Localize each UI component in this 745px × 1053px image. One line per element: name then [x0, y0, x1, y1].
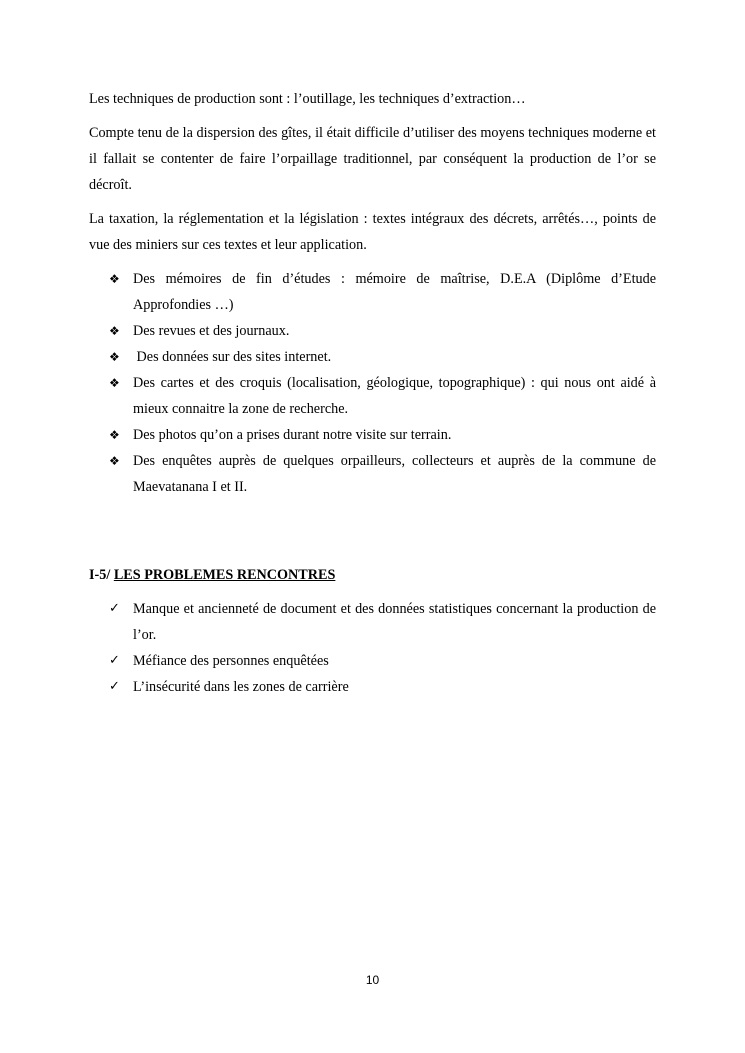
section-spacer	[89, 500, 656, 562]
list-item	[89, 318, 656, 344]
section-title: LES PROBLEMES RENCONTRES	[113, 567, 336, 583]
diamond-bullet-icon: ❖	[109, 324, 120, 338]
list-item	[89, 648, 656, 674]
list-item	[89, 344, 656, 370]
section-number: I-5/	[89, 567, 114, 583]
diamond-bullet-icon: ❖	[109, 350, 120, 364]
diamond-bullet-icon: ❖	[109, 272, 120, 286]
list-item	[89, 596, 656, 648]
list-item-text: Des photos qu’on a prises durant notre visite sur terrain.	[133, 427, 452, 443]
checkmark-bullet-icon: ✓	[109, 601, 120, 616]
list-item	[89, 266, 656, 318]
list-item-text: Méfiance des personnes enquêtées	[133, 653, 329, 669]
paragraph-production-techniques: Les techniques de production sont : l’outillage, les techniques d’extraction…	[89, 91, 526, 107]
list-item	[89, 422, 656, 448]
list-item-text: Des enquêtes auprès de quelques orpailleurs, collecteurs et auprès de la commune de Maevatanana I et II.	[133, 453, 656, 495]
diamond-bullet-icon: ❖	[109, 428, 120, 442]
list-item-text: Manque et ancienneté de document et des données statistiques concernant la production de l’or.	[133, 601, 656, 643]
section-heading	[89, 562, 656, 588]
paragraph-dispersion: Compte tenu de la dispersion des gîtes, il était difficile d’utiliser des moyens techniques moderne et il fallait se contenter de faire l’orpaillage traditionnel, par conséquent la production de l’or se décroît.	[89, 125, 656, 193]
problems-list	[89, 596, 656, 700]
checkmark-bullet-icon: ✓	[109, 679, 120, 694]
list-item-text: Des mémoires de fin d’études : mémoire de maîtrise, D.E.A (Diplôme d’Etude Approfondies …)	[133, 271, 656, 313]
list-item-text: Des cartes et des croquis (localisation, géologique, topographique) : qui nous ont aidé à mieux connaitre la zone de recherche.	[133, 375, 656, 417]
list-item	[89, 370, 656, 422]
list-item	[89, 448, 656, 500]
list-item-text: Des revues et des journaux.	[133, 323, 290, 339]
page-content	[89, 86, 656, 700]
list-item	[89, 674, 656, 700]
diamond-bullet-icon: ❖	[109, 376, 120, 390]
paragraph-taxation: La taxation, la réglementation et la législation : textes intégraux des décrets, arrêtés…, points de vue des miniers sur ces textes et leur application.	[89, 211, 656, 253]
checkmark-bullet-icon: ✓	[109, 653, 120, 668]
list-item-text: L’insécurité dans les zones de carrière	[133, 679, 349, 695]
diamond-bullet-icon: ❖	[109, 454, 120, 468]
page-number: 10	[365, 973, 380, 987]
list-item-text: Des données sur des sites internet.	[133, 349, 332, 365]
sources-list	[89, 266, 656, 500]
